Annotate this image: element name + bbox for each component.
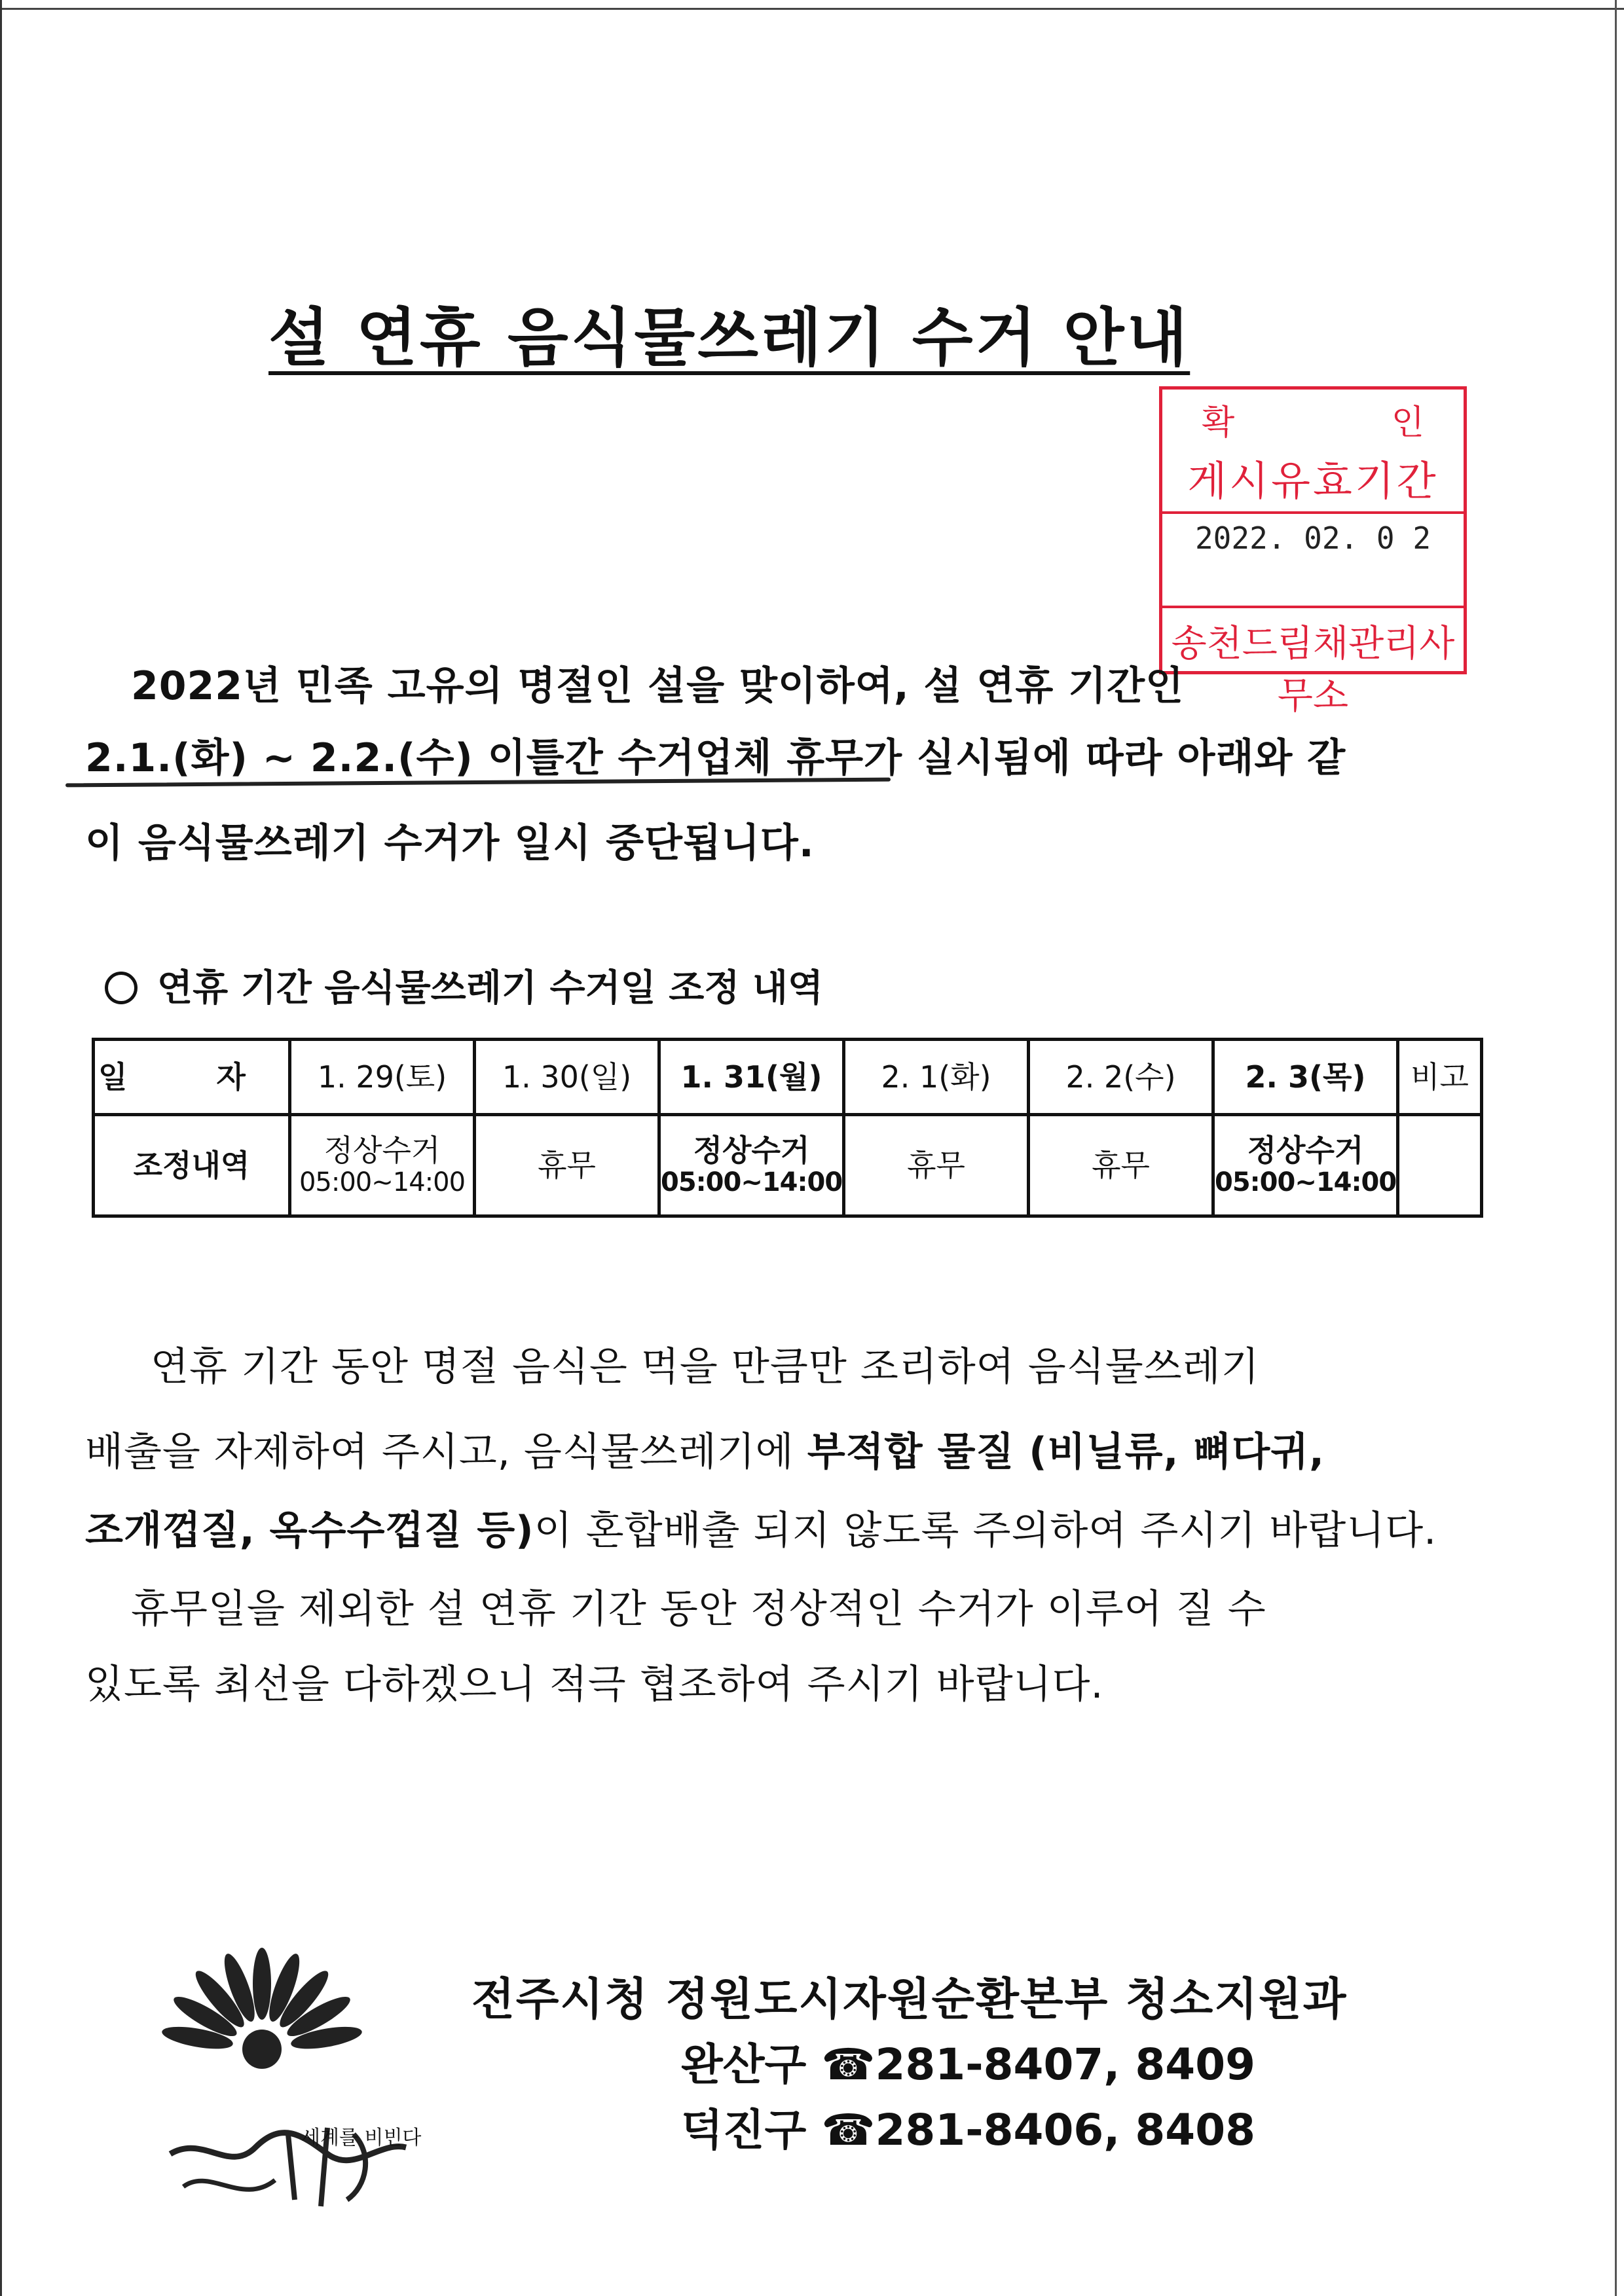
schedule-status: 휴무 xyxy=(907,1147,965,1183)
department-name: 전주시청 정원도시자원순환본부 청소지원과 xyxy=(471,1974,1348,2026)
intro-line-1: 2022년 민족 고유의 명절인 설을 맞이하여, 설 연휴 기간인 xyxy=(131,663,1185,709)
body-line-2-text: 배출을 자제하여 주시고, 음식물쓰레기에 xyxy=(85,1429,807,1475)
header-date-label xyxy=(94,1040,290,1115)
schedule-heading xyxy=(105,959,823,1011)
date-cell: 2. 2(수) xyxy=(1029,1040,1213,1115)
body-line-3-text: 이 혼합배출 되지 않도록 주의하여 주시기 바랍니다. xyxy=(534,1508,1437,1554)
circle-bullet-icon xyxy=(105,972,138,1004)
body-line-5: 있도록 최선을 다하겠으니 적극 협조하여 주시기 바랍니다. xyxy=(85,1662,1104,1707)
stamp-confirm-row xyxy=(1162,395,1464,454)
logo-caption: 세계를 비빈다 xyxy=(301,2126,422,2149)
stamp-validity-label: 게시유효기간 xyxy=(1162,448,1464,514)
intro-line-2: 2.1.(화) ~ 2.2.(수) 이틀간 수거업체 휴무가 실시됨에 따라 아래와 같 xyxy=(85,735,1346,781)
schedule-cell xyxy=(475,1115,659,1216)
schedule-cell xyxy=(1029,1115,1213,1216)
date-cell: 1. 30(일) xyxy=(475,1040,659,1115)
body-line-3 xyxy=(85,1499,1437,1556)
schedule-status: 정상수거 xyxy=(693,1132,810,1168)
scan-edge-top xyxy=(0,8,1624,10)
schedule-time: 05:00~14:00 xyxy=(299,1167,466,1198)
schedule-time: 05:00~14:00 xyxy=(661,1167,843,1198)
header-date-label-text: 일 자 xyxy=(98,1059,285,1095)
schedule-status: 휴무 xyxy=(538,1147,596,1183)
body-line-3-bold: 조개껍질, 옥수수껍질 등) xyxy=(85,1508,534,1554)
table-value-row xyxy=(94,1115,1482,1216)
body-line-2 xyxy=(85,1421,1325,1477)
document-title: 설 연휴 음식물쓰레기 수거 안내 xyxy=(268,301,1190,374)
scan-edge-left xyxy=(0,0,2,2296)
stamp-confirm-right: 인 xyxy=(1391,403,1424,443)
body-line-4: 휴무일을 제외한 설 연휴 기간 동안 정상적인 수거가 이루어 질 수 xyxy=(131,1586,1266,1632)
remark-cell xyxy=(1398,1115,1482,1216)
contact-deokjin: 덕진구 ☎281-8406, 8408 xyxy=(681,2105,1256,2155)
date-cell: 2. 1(화) xyxy=(844,1040,1029,1115)
approval-stamp xyxy=(1159,386,1467,718)
schedule-status: 정상수거 xyxy=(1247,1132,1364,1168)
intro-line-3: 이 음식물쓰레기 수거가 일시 중단됩니다. xyxy=(85,820,815,866)
date-cell: 1. 31(월) xyxy=(659,1040,844,1115)
schedule-cell xyxy=(290,1115,475,1216)
logo-flower-icon xyxy=(160,1948,363,2069)
schedule-status: 휴무 xyxy=(1092,1147,1150,1183)
adjustment-label: 조정내역 xyxy=(94,1115,290,1216)
schedule-cell xyxy=(844,1115,1029,1216)
body-line-2-bold: 부적합 물질 (비닐류, 뼈다귀, xyxy=(807,1429,1325,1475)
table-header-row xyxy=(94,1040,1482,1115)
stamp-office: 송천드림채관리사무소 xyxy=(1162,606,1464,671)
stamp-date: 2022. 02. 0 2 xyxy=(1194,520,1431,556)
schedule-cell xyxy=(1213,1115,1398,1216)
body-line-1: 연휴 기간 동안 명절 음식은 먹을 만큼만 조리하여 음식물쓰레기 xyxy=(151,1344,1260,1390)
date-cell: 2. 3(목) xyxy=(1213,1040,1398,1115)
schedule-cell xyxy=(659,1115,844,1216)
schedule-heading-text: 연휴 기간 음식물쓰레기 수거일 조정 내역 xyxy=(157,967,824,1010)
remark-header: 비고 xyxy=(1398,1040,1482,1115)
stamp-confirm-left: 확 xyxy=(1202,403,1235,443)
date-cell: 1. 29(토) xyxy=(290,1040,475,1115)
scan-edge-right xyxy=(1615,0,1617,2296)
schedule-table xyxy=(92,1038,1483,1218)
schedule-status: 정상수거 xyxy=(323,1132,441,1168)
schedule-time: 05:00~14:00 xyxy=(1215,1167,1397,1198)
contact-wansan: 완산구 ☎281-8407, 8409 xyxy=(681,2039,1256,2090)
jeonju-logo xyxy=(131,1938,445,2252)
